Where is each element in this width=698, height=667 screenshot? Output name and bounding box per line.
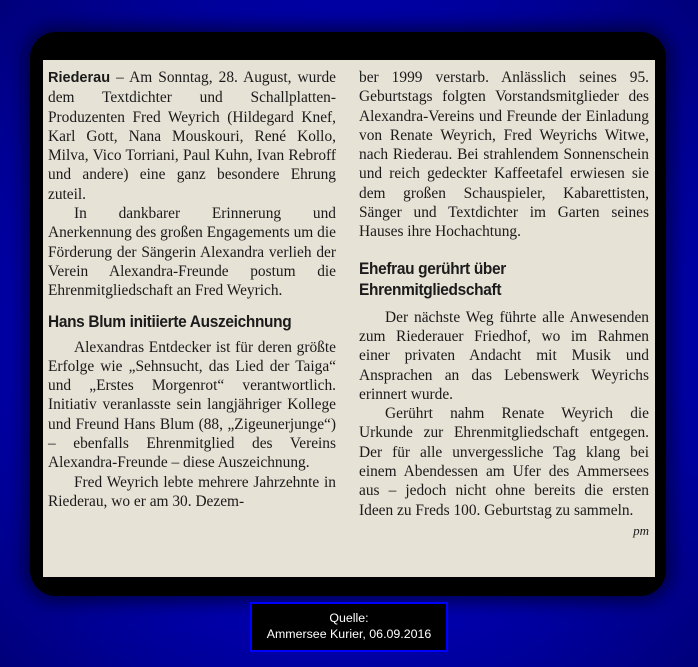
article-paragraph: ber 1999 verstarb. Anlässlich seines 95. Geburtstags folgten Vorstandsmitglieder des Alexandra-Vereins und Freunde der Einladung von Renate Weyrich, Fred Weyrichs Witwe, nach Riederau. Bei strahlendem Sonnenschein und reich gedeckter Kaffeetafel erwiesen sie dem großen Schauspieler, Kabarettisten, Sänger und Textdichter im Garten seines Hauses ihre Hochachtung.	[359, 69, 649, 241]
source-caption	[250, 602, 448, 652]
article-paragraph	[48, 68, 336, 204]
article-paragraph	[359, 404, 649, 538]
article-intro-text: – Am Sonntag, 28. August, wurde dem Textdichter und Schallplatten-Produzenten Fred Weyrich (Hildegard Knef, Karl Gott, Nana Mouskouri, René Kollo, Milva, Vico Torriani, Paul Kuhn, Ivan Rebroff und andere) eine ganz besondere Ehrung zuteil.	[48, 69, 336, 203]
article-dateline: Riederau	[48, 70, 111, 86]
article-subheading: Hans Blum initiierte Auszeichnung	[48, 311, 292, 331]
article-subheading: Ehefrau gerührt über Ehrenmitgliedschaft	[359, 258, 506, 299]
source-text: Ammersee Kurier, 06.09.2016	[266, 627, 432, 641]
article-paragraph: Fred Weyrich lebte mehrere Jahrzehnte in Riederau, wo er am 30. Dezem-	[48, 473, 336, 510]
newspaper-clipping	[43, 60, 655, 577]
author-signature: pm	[633, 522, 649, 538]
article-paragraph: Alexandras Entdecker ist für deren größte Erfolge wie „Sehnsucht, das Lied der Taiga“ und „Erstes Morgenrot“ verantwortlich. Initiativ veranlasste sein langjähriger Kollege und Freund Hans Blum (88, „Zigeunerjunge“) – ebenfalls Ehrenmitglied des Vereins Alexandra-Freunde – diese Auszeichnung.	[48, 338, 336, 472]
article-paragraph: In dankbarer Erinnerung und Anerkennung des großen Engagements um die Förderung der Sängerin Alexandra verlieh der Verein Alexandra-Freunde postum die Ehrenmitgliedschaft an Fred Weyrich.	[48, 205, 336, 300]
article-paragraph: Der nächste Weg führte alle Anwesenden zum Riederauer Friedhof, wo im Rahmen einer privaten Andacht mit Musik und Ansprachen an das Lebenswerk Weyrichs erinnert wurde.	[359, 308, 649, 403]
article-right-column	[359, 68, 649, 540]
article-closing-text: Gerührt nahm Renate Weyrich die Urkunde zur Ehrenmitgliedschaft entgegen. Der für alle unvergessliche Tag klang bei einem Abendessen am Ufer des Ammersees aus – jedoch nicht ohne bereits die ersten Ideen zu Freds 100. Geburtstag zu sammeln.	[359, 405, 649, 519]
source-label: Quelle:	[329, 611, 369, 625]
article-left-column	[48, 68, 336, 511]
